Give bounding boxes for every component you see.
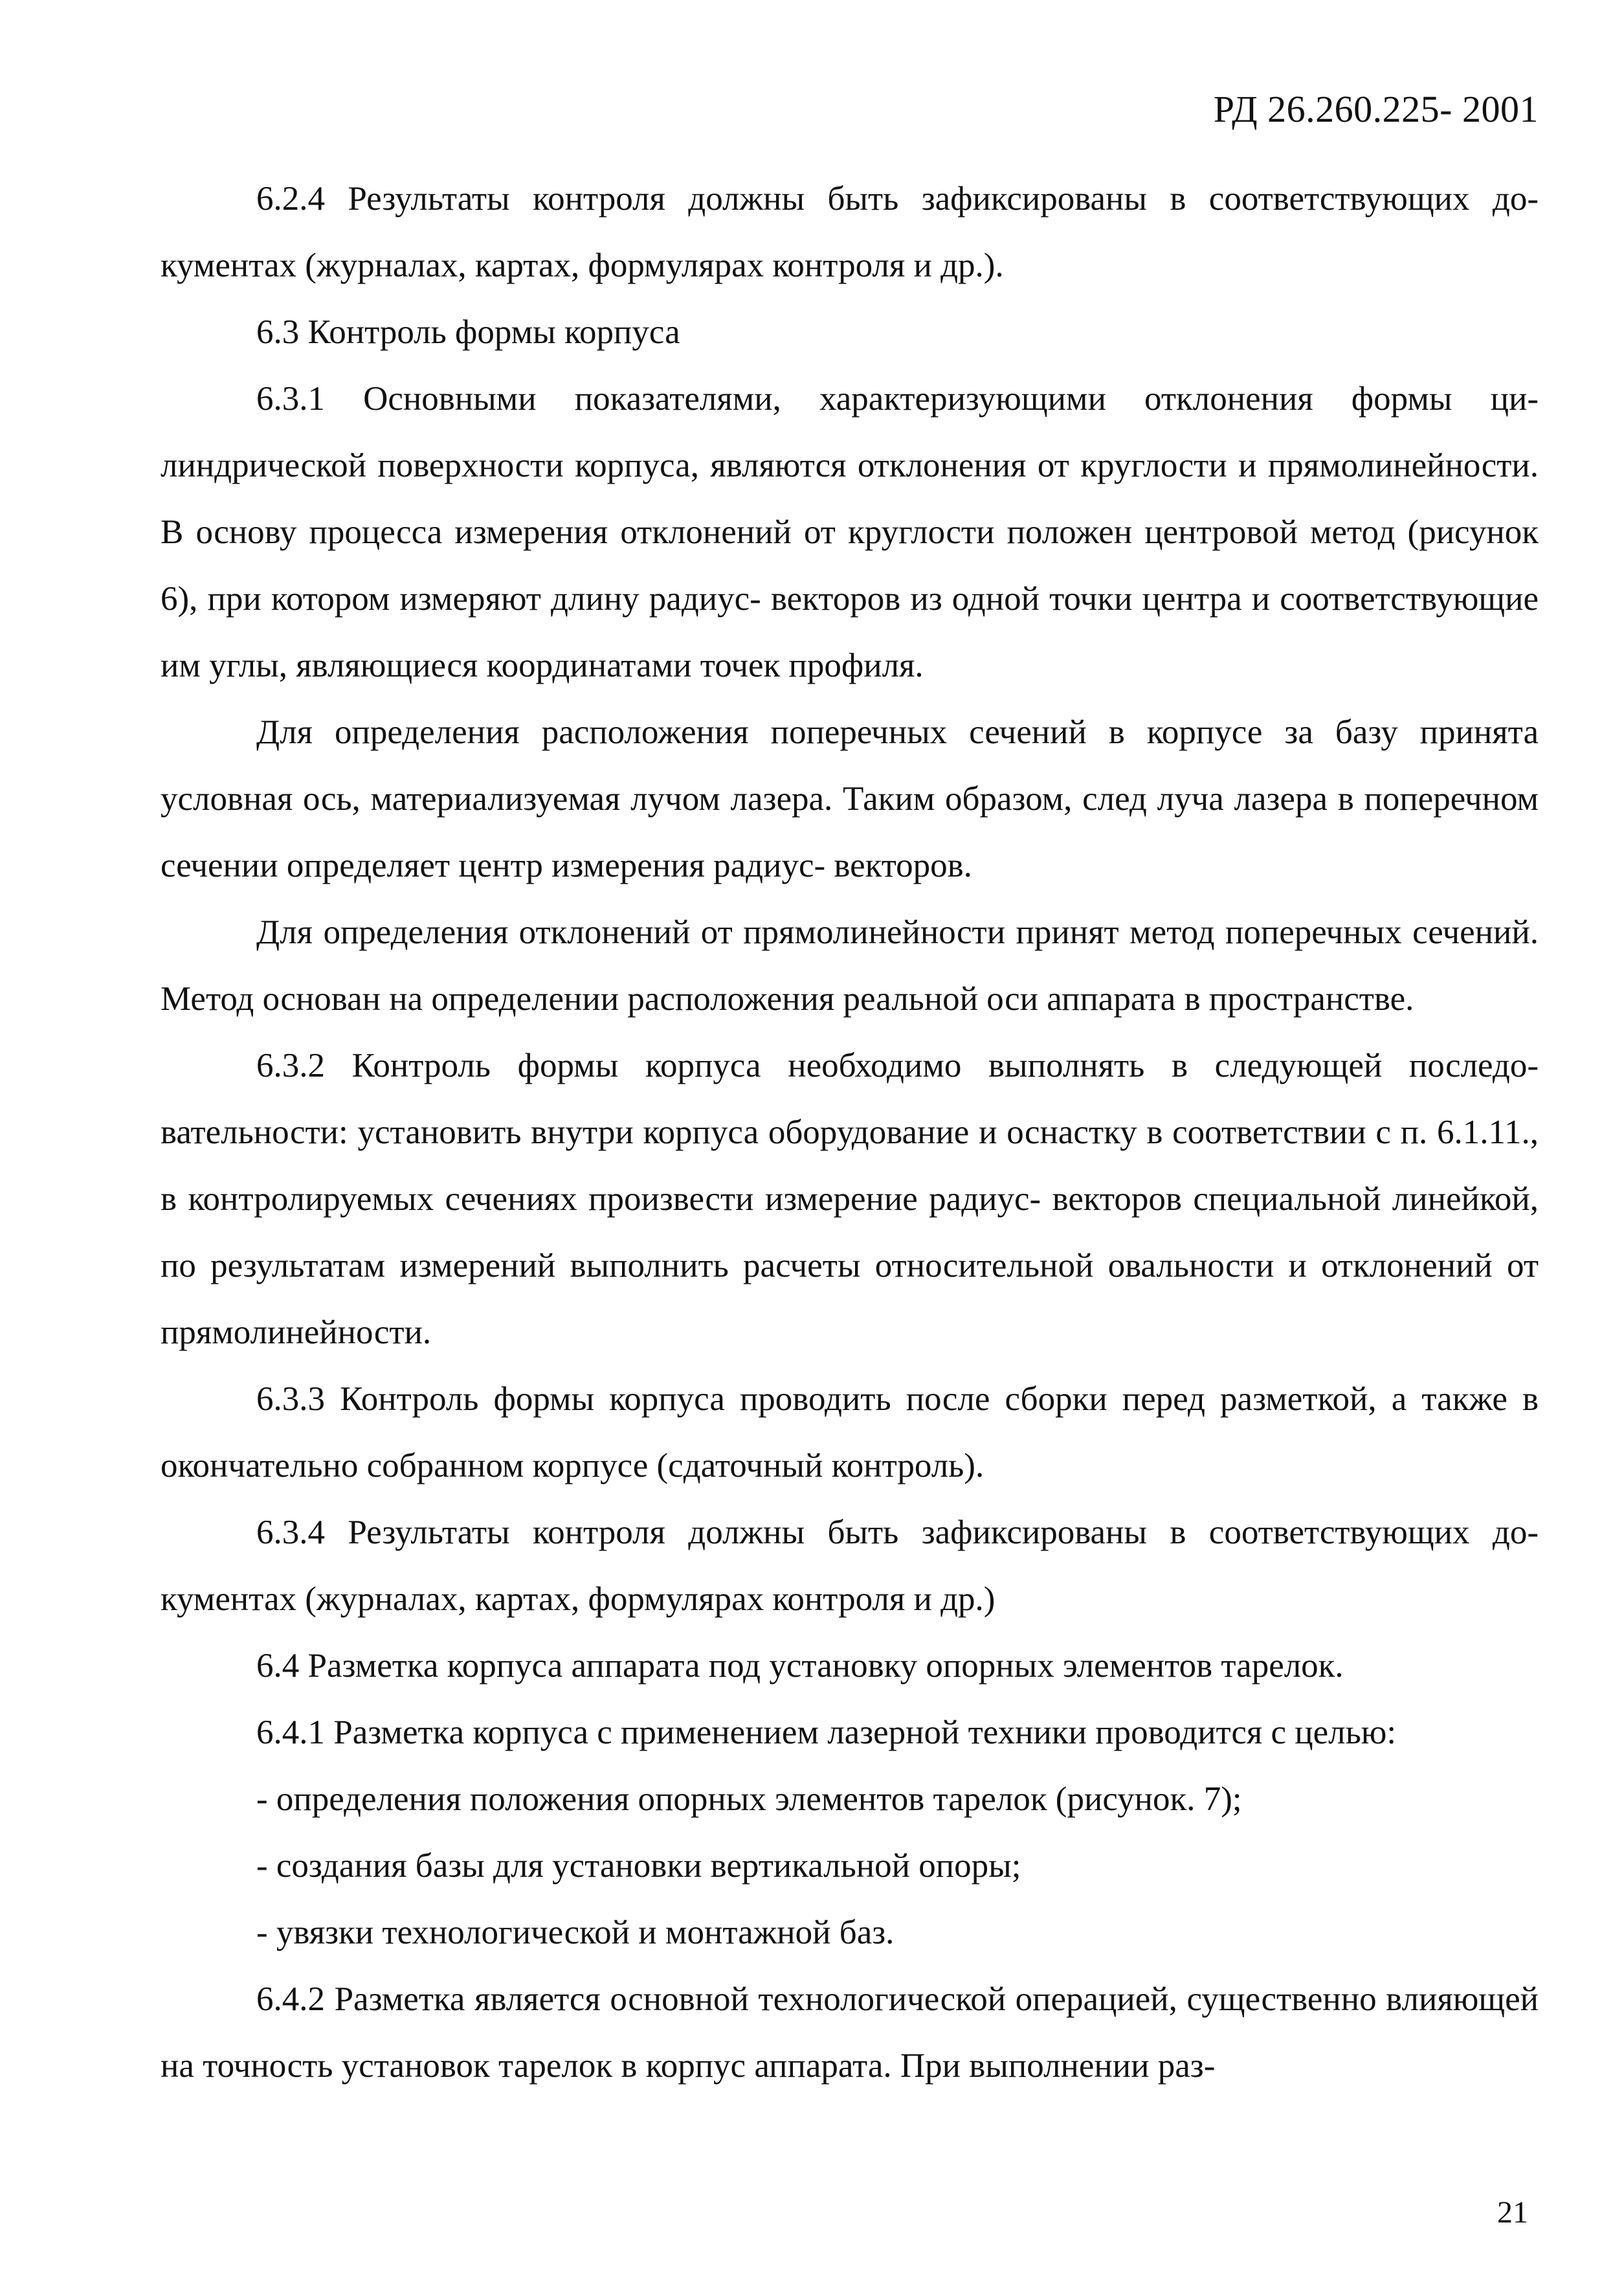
- paragraph-6-3-1: 6.3.1 Основными показателями, характеризующими отклонения формы цилиндрической поверхности корпуса, являются отклонения от круглости и прямолинейности. В основу процесса измерения отклонений от круглости положен центровой метод (рисунок 6), при котором измеряют длину радиус- векторов из одной точки центра и соответствующие им углы, являющиеся координатами точек профиля.: [161, 380, 1539, 684]
- paragraph-6-4-2: 6.4.2 Разметка является основной технологической операцией, существенно влияющей на точность установок тарелок в корпус аппарата. При выполнении раз-: [161, 1980, 1539, 2085]
- page-number: 21: [1497, 2195, 1528, 2230]
- list-item: - увязки технологической и монтажной баз.: [256, 1914, 895, 1951]
- heading-6-4: 6.4 Разметка корпуса аппарата под установку опорных элементов тарелок.: [256, 1647, 1344, 1685]
- paragraph-axis-definition: Для определения расположения поперечных сечений в корпусе за базу принята условная ось, материализуемая лучом лазера. Таким образом, след луча лазера в поперечном сечении определяет центр измерения радиус- векторов.: [161, 713, 1539, 884]
- paragraph-6-3-2: 6.3.2 Контроль формы корпуса необходимо выполнять в следующей последовательности: установить внутри корпуса оборудование и оснастку в соответствии с п. 6.1.11., в контролируемых сечениях произвести измерение радиус- векторов специальной линейкой, по результатам измерений выполнить расчеты относительной овальности и отклонений от прямолинейности.: [161, 1047, 1539, 1351]
- heading-6-3: 6.3 Контроль формы корпуса: [256, 313, 680, 351]
- paragraph-straightness-method: Для определения отклонений от прямолинейности принят метод поперечных сечений. Метод основан на определении расположения реальной оси аппарата в пространстве.: [161, 913, 1539, 1018]
- list-item: - создания базы для установки вертикальной опоры;: [256, 1847, 1021, 1885]
- list-item: - определения положения опорных элементов тарелок (рисунок. 7);: [256, 1780, 1242, 1818]
- document-code: РД 26.260.225- 2001: [1213, 88, 1539, 130]
- paragraph-6-2-4: 6.2.4 Результаты контроля должны быть зафиксированы в соответствующих документах (журналах, картах, формулярах контроля и др.).: [161, 180, 1539, 284]
- paragraph-6-4-1: 6.4.1 Разметка корпуса с применением лазерной техники проводится с целью:: [256, 1714, 1397, 1751]
- paragraph-6-3-3: 6.3.3 Контроль формы корпуса проводить после сборки перед разметкой, а также в окончательно собранном корпусе (сдаточный контроль).: [161, 1380, 1539, 1484]
- body-text: [161, 166, 1539, 2099]
- paragraph-6-3-4: 6.3.4 Результаты контроля должны быть зафиксированы в соответствующих документах (журналах, картах, формулярах контроля и др.): [161, 1514, 1539, 1618]
